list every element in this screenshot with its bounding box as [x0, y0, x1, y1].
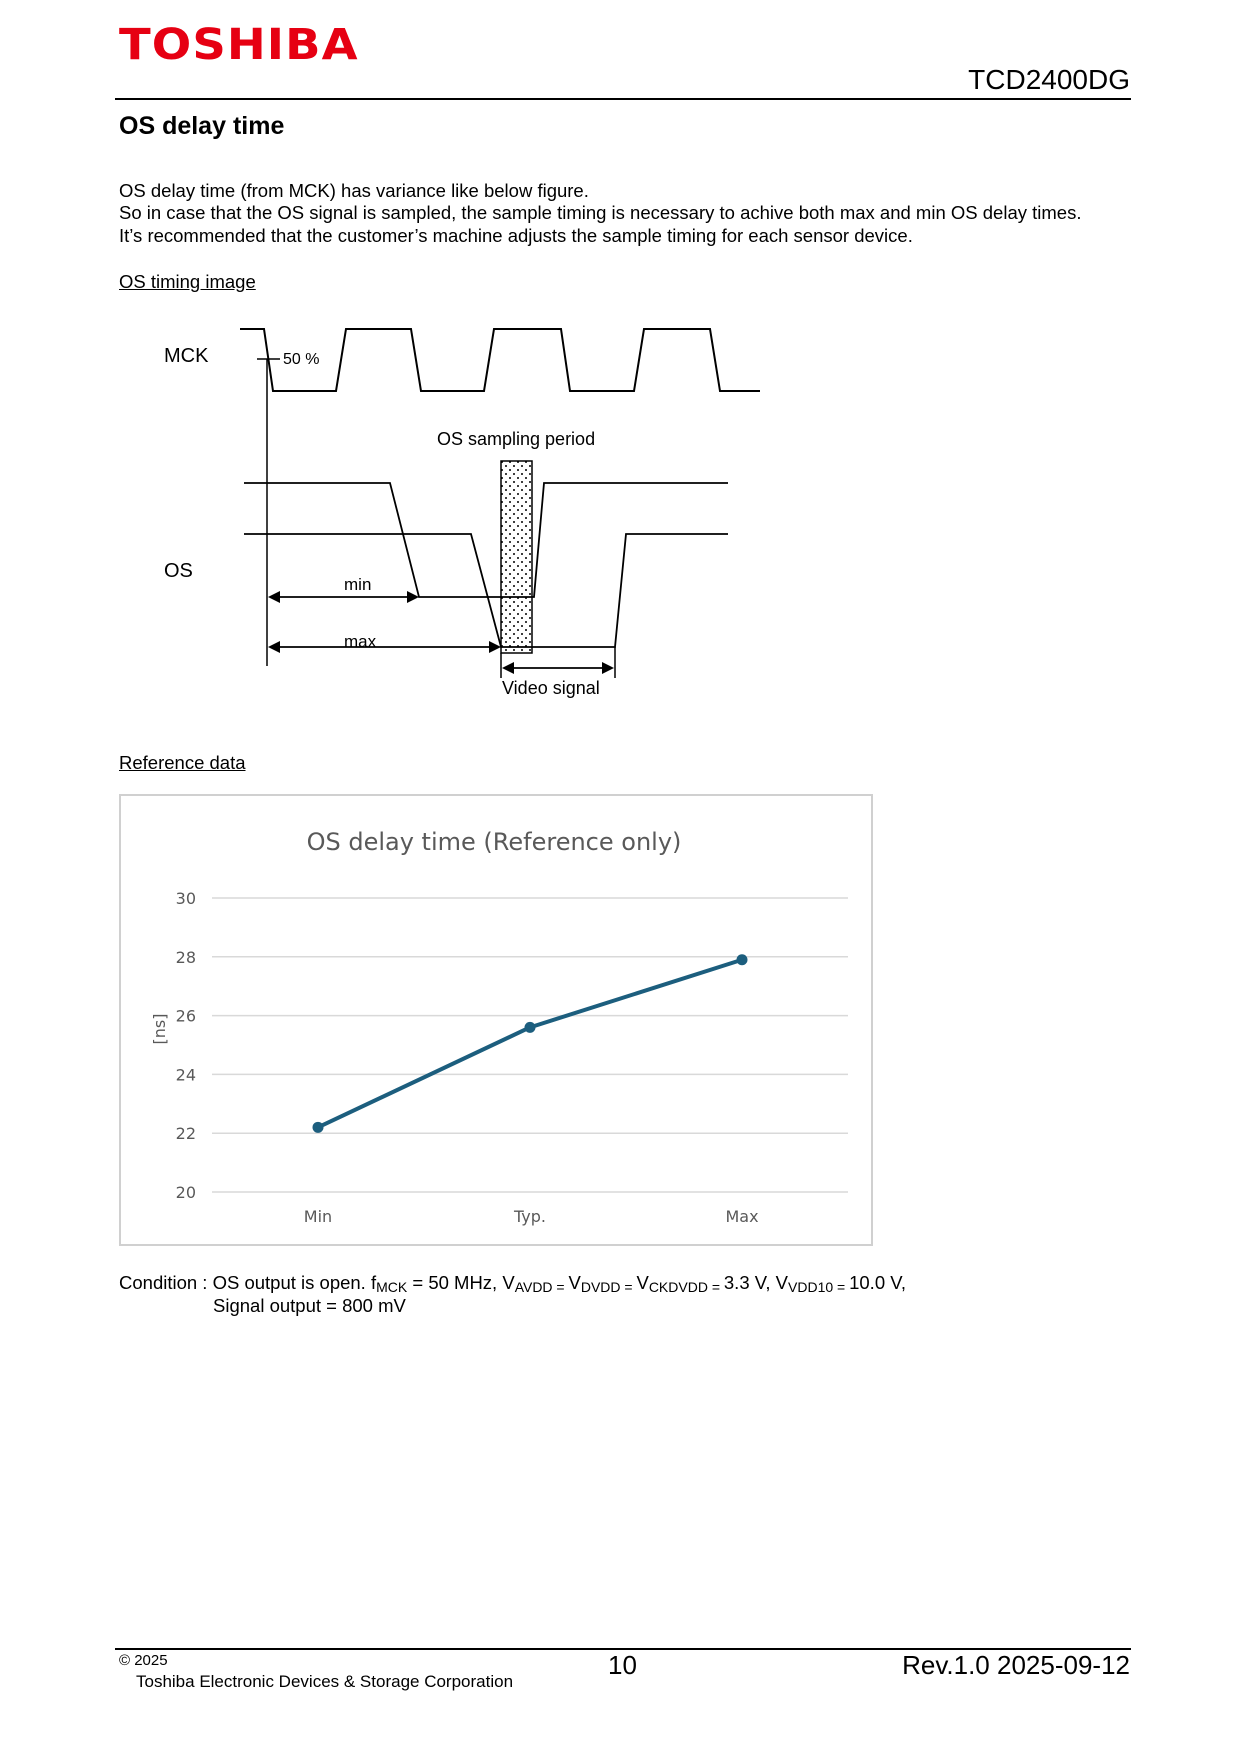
- condition-sub-dvdd: DVDD =: [580, 1279, 637, 1295]
- condition-part-2: = 50 MHz, V: [407, 1272, 515, 1293]
- paragraph-line-1: OS delay time (from MCK) has variance like below figure.: [119, 180, 589, 201]
- y-tick-label: 30: [175, 889, 196, 908]
- min-arrow-left-head: [268, 591, 280, 603]
- data-point: [313, 1122, 324, 1133]
- condition-sub-avdd: AVDD =: [514, 1279, 569, 1295]
- reference-data-heading: Reference data: [119, 752, 246, 773]
- os-delay-chart: [119, 794, 873, 1246]
- series-line: [318, 960, 742, 1128]
- max-label: max: [344, 632, 377, 651]
- y-tick-label: 20: [175, 1183, 196, 1202]
- document-number: TCD2400DG: [968, 64, 1130, 95]
- os-waveform-max: [244, 534, 728, 647]
- mck-label: MCK: [164, 345, 209, 367]
- y-tick-label: 24: [175, 1065, 196, 1085]
- os-waveform-min: [244, 483, 728, 597]
- sampling-period-box: [501, 461, 532, 653]
- condition-part-5: 3.3 V, V: [723, 1272, 789, 1293]
- x-tick-label: Min: [303, 1207, 333, 1226]
- paragraph-line-2: So in case that the OS signal is sampled, the sample timing is necessary to achive both max and min OS delay times.: [119, 202, 1082, 223]
- footer-company: Toshiba Electronic Devices & Storage Corporation: [136, 1672, 514, 1691]
- sampling-period-label: OS sampling period: [437, 429, 596, 449]
- video-arrow-left-head: [502, 662, 514, 674]
- chart-title: OS delay time (Reference only): [306, 828, 682, 856]
- condition-part-3: V: [568, 1272, 581, 1293]
- condition-line-2: Signal output = 800 mV: [213, 1295, 406, 1316]
- y-tick-label: 28: [175, 947, 196, 967]
- max-arrow-left-head: [268, 641, 280, 653]
- timing-image-heading: OS timing image: [119, 271, 256, 292]
- revision-date: Rev.1.0 2025-09-12: [902, 1650, 1130, 1680]
- data-point: [525, 1022, 536, 1033]
- page-number: 10: [608, 1650, 637, 1680]
- x-tick-label: Typ.: [514, 1207, 546, 1226]
- paragraph-line-3: It’s recommended that the customer’s machine adjusts the sample timing for each sensor device.: [119, 225, 913, 246]
- condition-part-6: 10.0 V,: [849, 1272, 907, 1293]
- chart-y-axis-label: [ns]: [150, 1013, 169, 1045]
- condition-text: [119, 1272, 906, 1295]
- min-label: min: [344, 575, 372, 594]
- y-tick-label: 26: [175, 1006, 196, 1026]
- video-signal-label: Video signal: [502, 678, 600, 698]
- video-arrow-right-head: [602, 662, 614, 674]
- threshold-label: 50 %: [283, 351, 320, 368]
- condition-sub-ckdvdd: CKDVDD =: [648, 1279, 724, 1295]
- condition-sub-mck: MCK: [376, 1279, 408, 1295]
- os-timing-diagram: [0, 0, 1240, 720]
- section-title: OS delay time: [119, 112, 285, 140]
- os-label: OS: [164, 560, 193, 582]
- footer-copyright: © 2025: [119, 1652, 168, 1669]
- toshiba-logo: TOSHIBA: [119, 20, 359, 70]
- condition-sub-vdd10: VDD10 =: [788, 1279, 850, 1295]
- y-tick-label: 22: [175, 1124, 196, 1144]
- condition-prefix: Condition : OS output is open. f: [119, 1272, 377, 1293]
- x-tick-label: Max: [725, 1207, 759, 1226]
- data-point: [737, 954, 748, 965]
- condition-part-4: V: [636, 1272, 649, 1293]
